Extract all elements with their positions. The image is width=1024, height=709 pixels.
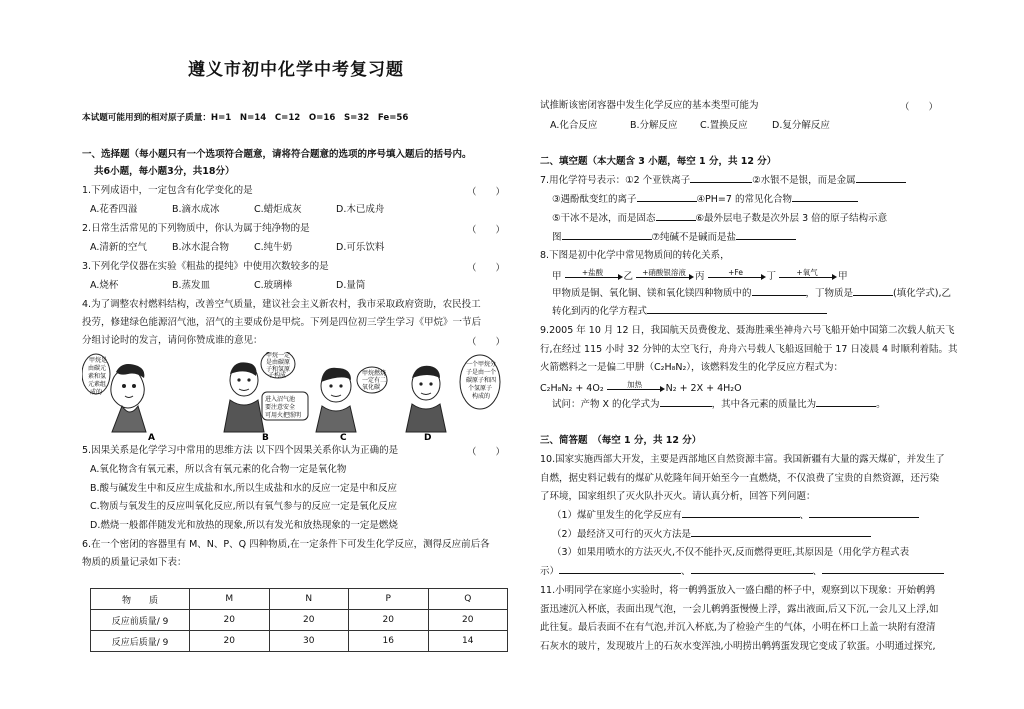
- q8-conversion-chain: [552, 268, 848, 283]
- q7-blank6[interactable]: [562, 239, 652, 240]
- section1-subheading: 共6小题，每小题3分，共18分）: [94, 166, 235, 177]
- arrow-add-oxygen: +氧气: [779, 268, 835, 278]
- q3-option-a: A.烧杯: [90, 280, 119, 291]
- q10-line2: 自燃，据史料记载有的煤矿从乾隆年间开始至今一直燃烧，不仅浪费了宝贵的自然资源，还污染: [540, 473, 940, 484]
- q5-option-b: B.酸与碱发生中和反应生成盐和水,所以生成盐和水的反应一定是中和反应: [90, 483, 398, 494]
- q2-answer-paren: （ ）: [467, 225, 506, 236]
- q10-sub1-blank1[interactable]: [682, 517, 800, 518]
- q1-option-d: D.木已成舟: [336, 204, 385, 215]
- bubble-b-line2: 是由碳原: [266, 359, 291, 366]
- bubble-c-line3: 氧化碳: [362, 384, 381, 391]
- q6-option-d: D.复分解反应: [772, 120, 830, 131]
- q3-stem: 3.下列化学仪器在实验《粗盐的提纯》中使用次数较多的是: [82, 261, 329, 272]
- q3-option-b: B.蒸发皿: [172, 280, 211, 291]
- q5-stem: 5.因果关系是化学学习中常用的思维方法 以下四个因果关系你认为正确的是: [82, 445, 399, 456]
- section3-heading: 三、简答题 （每空 1 分，共 12 分）: [540, 435, 702, 446]
- q10-sub2-text: （2）最经济又可行的灭火方法是: [552, 529, 692, 540]
- chain-substance-jia-end: 甲: [838, 271, 848, 282]
- table-cell: 16: [349, 631, 429, 652]
- table-row: [91, 610, 508, 631]
- q9-line3: 火箭燃料之一是偏二甲肼（C₂H₈N₂），该燃料发生的化学反应方程式为：: [540, 362, 844, 373]
- table-header-cell: N: [269, 589, 349, 610]
- q7-blank3[interactable]: [637, 201, 697, 202]
- table-cell: 30: [269, 631, 349, 652]
- q8-line1: 8.下图是初中化学中常见物质间的转化关系，: [540, 250, 730, 261]
- bubble-a-line1: 甲烷是: [89, 357, 108, 364]
- q8-text-d: 转化到丙的化学方程式: [552, 306, 648, 317]
- bubble-d-line4: 个氢原子: [468, 385, 493, 392]
- q10-line3: 了环境，国家组织了灭火队扑灭火。请认真分析，回答下列问题：: [540, 491, 816, 502]
- table-header-cell: P: [349, 589, 429, 610]
- table-cell: 14: [428, 631, 508, 652]
- q3-option-c: C.玻璃棒: [254, 280, 293, 291]
- student-b: [224, 362, 264, 432]
- q3-answer-paren: （ ）: [467, 263, 506, 274]
- q9-text-a: 试问：产物 X 的化学式为: [552, 399, 660, 410]
- q2-option-d: D.可乐饮料: [336, 242, 385, 253]
- q9-text-b: ，其中各元素的质量比为: [711, 399, 817, 410]
- table-cell: 20: [190, 610, 270, 631]
- q10-sub2-blank[interactable]: [691, 536, 871, 537]
- q10-sub3: （3）如果用喷水的方法灭火,不仅不能扑灭,反而燃得更旺,其原因是（用化学方程式表: [552, 547, 910, 558]
- bubble-b2-line2: 要注意安全: [265, 404, 296, 411]
- table-cell: 20: [190, 631, 270, 652]
- table-header-cell: Q: [428, 589, 508, 610]
- q7-blank5[interactable]: [656, 220, 696, 221]
- q8-blank1[interactable]: [752, 295, 806, 296]
- label-a: A: [148, 433, 155, 442]
- q2-option-c: C.纯牛奶: [254, 242, 293, 253]
- q5-option-d: D.燃烧一般都伴随发光和放热的现象,所以有发光和放热现象的一定是燃烧: [90, 520, 398, 531]
- q4-cartoon-figure: [82, 352, 512, 442]
- table-cell: 反应前质量/ 9: [91, 610, 190, 631]
- student-a: [111, 364, 146, 432]
- q5-answer-paren: （ ）: [467, 447, 506, 458]
- q10-sub1-blank2[interactable]: [809, 517, 919, 518]
- q9-line5: [552, 398, 886, 411]
- q9-blank1[interactable]: [660, 406, 712, 407]
- q10-sub1-sep: 、: [799, 510, 810, 521]
- q6-options: [550, 119, 830, 132]
- q2-option-a: A.清新的空气: [90, 242, 147, 253]
- q7-blank2[interactable]: [856, 182, 906, 183]
- bubble-d-line1: 一个甲烷分: [466, 361, 497, 368]
- q11-line1: 11.小明同学在家庭小实验时，将一鹌鹑蛋放入一盛白醋的杯子中，观察到以下现象：开始鹌鹑: [540, 585, 936, 596]
- q11-line4: 石灰水的玻片，发现玻片上的石灰水变浑浊,小明捞出鹌鹑蛋发现它变成了软蛋。小明通过探究,: [540, 641, 936, 652]
- bubble-b-line1: 甲烷一定: [266, 352, 291, 359]
- q7-item5-label: ⑤干冰不是冰，而是固态: [552, 213, 656, 224]
- q8-line3: [552, 287, 951, 300]
- q8-text-b: ，丁物质是: [805, 288, 854, 299]
- bubble-b-line3: 子和氢原: [266, 366, 291, 373]
- q4-line2: 投劳，修建绿色能源沼气池，沼气的主要成份是甲烷。下列是四位初三学生学习《甲烷》一节后: [82, 317, 482, 328]
- q6-option-a: A.化合反应: [550, 120, 598, 131]
- bubble-a-line5: 成的: [90, 389, 103, 396]
- q7-line2: [552, 193, 858, 206]
- q7-item7-label: ⑦纯碱不是碱而是盐: [651, 232, 737, 243]
- q7-item4-label: ④PH=7 的常见化合物: [696, 194, 792, 205]
- q9-text-c: 。: [876, 399, 886, 410]
- bubble-c-line2: 一定有二: [362, 377, 387, 384]
- q3-options: [90, 279, 365, 292]
- table-header-row: [91, 589, 508, 610]
- table-row: [91, 631, 508, 652]
- q7-blank4[interactable]: [792, 201, 858, 202]
- q10-sub3-sep1: 、: [681, 566, 691, 577]
- q8-text-c: (填化学式),乙: [893, 288, 951, 299]
- label-d: D: [424, 433, 432, 442]
- chain-substance-yi: 乙: [623, 271, 634, 282]
- q7-line4: [552, 231, 796, 244]
- q2-options: [90, 241, 384, 254]
- q1-stem: 1.下列成语中，一定包含有化学变化的是: [82, 185, 253, 196]
- q1-option-c: C.蜡炬成灰: [254, 204, 302, 215]
- bubble-a-line2: 由碳元: [88, 365, 107, 372]
- chain-substance-bing: 丙: [695, 271, 705, 282]
- bubble-a-line3: 素和氢: [88, 373, 107, 380]
- chain-substance-jia: 甲: [552, 271, 562, 282]
- q10-sub3-blank1[interactable]: [559, 573, 681, 574]
- q5-option-a: A.氧化物含有氧元素，所以含有氧元素的化合物一定是氧化物: [90, 464, 347, 475]
- q7-item1-label: 7.用化学符号表示：①2 个亚铁离子: [540, 175, 691, 186]
- chain-substance-ding: 丁: [766, 271, 777, 282]
- q7-item3-label: ③遇酚酞变红的离子: [552, 194, 637, 205]
- bubble-b-line4: 子构成: [268, 372, 287, 379]
- q7-blank7[interactable]: [736, 239, 796, 240]
- table-cell: 反应后质量/ 9: [91, 631, 190, 652]
- q8-line4: [552, 305, 827, 318]
- q7-item2-label: ②水银不是银，而是金属: [752, 175, 856, 186]
- q6-option-b: B.分解反应: [630, 120, 678, 131]
- atomic-mass-note: 本试题可能用到的相对原子质量：H=1 N=14 C=12 O=16 S=32 Fe=56: [82, 113, 409, 123]
- table-cell: 20: [428, 610, 508, 631]
- bubble-b2-line1: 进入沼气池: [265, 396, 296, 403]
- bubble-d-line5: 构成的: [472, 393, 491, 400]
- equation-reactants: C₂H₈N₂ + 4O₂: [540, 383, 604, 394]
- q3-option-d: D.量筒: [336, 280, 366, 291]
- q5-option-c: C.物质与氧发生的反应叫氧化反应,所以有氧气参与的反应一定是氧化反应: [90, 501, 398, 512]
- q7-line3: [552, 212, 887, 225]
- q10-sub1-text: （1）煤矿里发生的化学反应有: [552, 510, 682, 521]
- q4-answer-paren: （ ）: [467, 337, 506, 348]
- student-d: [406, 366, 446, 432]
- q10-sub3-blank3[interactable]: [822, 573, 944, 574]
- table-cell: 20: [269, 610, 349, 631]
- q10-sub3-sep2: 、: [812, 566, 823, 577]
- table-cell: 20: [349, 610, 429, 631]
- q2-option-b: B.冰水混合物: [172, 242, 230, 253]
- q6-line2: 物质的质量记录如下表：: [82, 557, 187, 568]
- q11-line2: 蛋迅速沉入杯底，表面出现气泡，一会儿鹌鹑蛋慢慢上浮，露出液面,后又下沉,一会儿又上浮,如: [540, 604, 939, 615]
- arrow-add-agno3: +硝酸银溶液: [636, 268, 692, 278]
- q8-text-a: 甲物质是铜、氧化铜、镁和氧化镁四种物质中的: [552, 288, 752, 299]
- q6-option-c: C.置换反应: [700, 120, 748, 131]
- q1-answer-paren: （ ）: [467, 187, 506, 198]
- q9-line2: 行,在经过 115 小时 32 分钟的太空飞行，舟舟六号载人飞船返回舱于 17 日凌晨 4 时顺利着陆。其: [540, 344, 958, 355]
- q7-line1: [540, 174, 906, 187]
- q8-blank2[interactable]: [853, 295, 893, 296]
- q8-blank3[interactable]: [647, 313, 827, 314]
- q7-blank1[interactable]: [690, 182, 752, 183]
- q10-sub3-blank2[interactable]: [691, 573, 813, 574]
- q4-line3: 分组讨论时的发言，请问你赞成谁的意见：: [82, 335, 263, 346]
- q10-sub1: [552, 509, 919, 522]
- table-header-cell: 物 质: [91, 589, 190, 610]
- table-header-cell: M: [190, 589, 270, 610]
- q9-line1: 9.2005 年 10 月 12 日，我国航天员费俊龙、聂海胜乘坐神舟六号飞船开始中国第二次载人航天飞: [540, 325, 955, 336]
- arrow-add-hcl: +盐酸: [565, 268, 621, 278]
- arrow-add-fe: +Fe: [708, 268, 764, 278]
- page-title: 遵义市初中化学中考复习题: [188, 60, 404, 80]
- bubble-d-line3: 碳原子和四: [466, 377, 497, 384]
- q6-answer-paren: （ ）: [900, 102, 939, 113]
- q10-sub3-answer: [540, 565, 944, 578]
- bubble-b2-line3: 可用火把照明: [265, 412, 302, 419]
- label-c: C: [340, 433, 347, 442]
- q11-line3: 此往复。最后表面不在有气泡,并沉入杯底,为了检验产生的气体，小明在杯口上盖一块附有澄清: [540, 622, 936, 633]
- equation-products: N₂ + 2X + 4H₂O: [665, 383, 742, 394]
- q6-line1: 6.在一个密闭的容器里有 M、N、P、Q 四种物质,在一定条件下可发生化学反应，测得反应前后各: [82, 539, 490, 550]
- q1-option-a: A.花香四溢: [90, 204, 138, 215]
- section1-heading: 一、选择题（每小题只有一个选项符合题意，请将符合题意的选项的序号填入题后的括号内。: [82, 149, 472, 160]
- q7-item6-tail: 图: [552, 232, 562, 243]
- q9-blank2[interactable]: [816, 406, 876, 407]
- section2-heading: 二、填空题（本大题含 3 小题，每空 1 分，共 12 分）: [540, 156, 777, 167]
- bubble-c-line1: 甲烷燃烧: [362, 370, 387, 377]
- q1-options: [90, 203, 384, 216]
- q7-item6-label: ⑥最外层电子数是次外层 3 倍的原子结构示意: [695, 213, 888, 224]
- q4-line1: 4.为了调整农村燃料结构，改善空气质量，建议社会主义新农村，我市采取政府资助，农民投工: [82, 299, 481, 310]
- q6-mass-table: [90, 588, 508, 652]
- student-c: [316, 368, 356, 432]
- q10-sub3-text: 示）: [540, 566, 560, 577]
- bubble-d-line2: 子是由一个: [466, 369, 497, 376]
- q2-stem: 2.日常生活常见的下列物质中，你认为属于纯净物的是: [82, 223, 310, 234]
- q6-continued-stem: 试推断该密闭容器中发生化学反应的基本类型可能为: [540, 100, 759, 111]
- q9-equation: [540, 380, 742, 395]
- label-b: B: [262, 433, 269, 442]
- q10-line1: 10.国家实施西部大开发，主要是西部地区自然资源丰富。我国新疆有大量的露天煤矿，并发生了: [540, 454, 945, 465]
- q10-sub2: [552, 528, 871, 541]
- q1-option-b: B.滴水成冰: [172, 204, 220, 215]
- bubble-a-line4: 元素组: [88, 381, 107, 388]
- equation-condition-arrow: 加热: [607, 380, 663, 390]
